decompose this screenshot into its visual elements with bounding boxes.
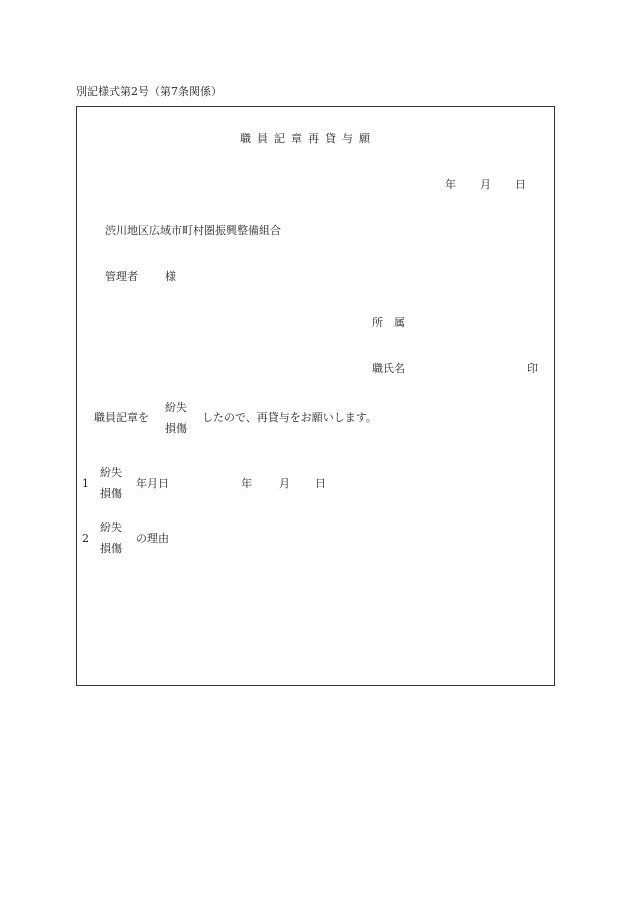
request-suffix: したので、再貸与をお願いします。 [202,411,377,424]
item-year-label: 年 [241,477,252,490]
item-number: 1 [82,477,89,490]
addressee-manager: 管理者 [105,270,138,283]
item-option-lost: 紛失 [100,466,122,479]
request-option-lost: 紛失 [165,401,187,414]
item-month-label: 月 [279,477,290,490]
name-label: 職氏名 [372,362,405,375]
form-title: 職員記章再貸与願 [240,132,376,145]
item-number: 2 [82,532,89,545]
item-label: 年月日 [136,477,169,490]
date-day-label: 日 [515,178,526,191]
seal-mark: 印 [527,362,538,375]
date-month-label: 月 [480,178,491,191]
request-prefix: 職員記章を [94,411,149,424]
addressee-organization: 渋川地区広域市町村圏振興整備組合 [105,224,281,237]
form-frame [76,106,555,686]
item-label: の理由 [136,532,169,545]
item-option-lost: 紛失 [100,521,122,534]
date-year-label: 年 [445,178,456,191]
request-option-damaged: 損傷 [165,422,187,435]
item-day-label: 日 [315,477,326,490]
form-reference: 別記様式第2号（第7条関係） [76,85,222,98]
affiliation-label: 所 属 [372,316,405,329]
addressee-honorific: 様 [165,270,176,283]
item-option-damaged: 損傷 [100,542,122,555]
item-option-damaged: 損傷 [100,487,122,500]
